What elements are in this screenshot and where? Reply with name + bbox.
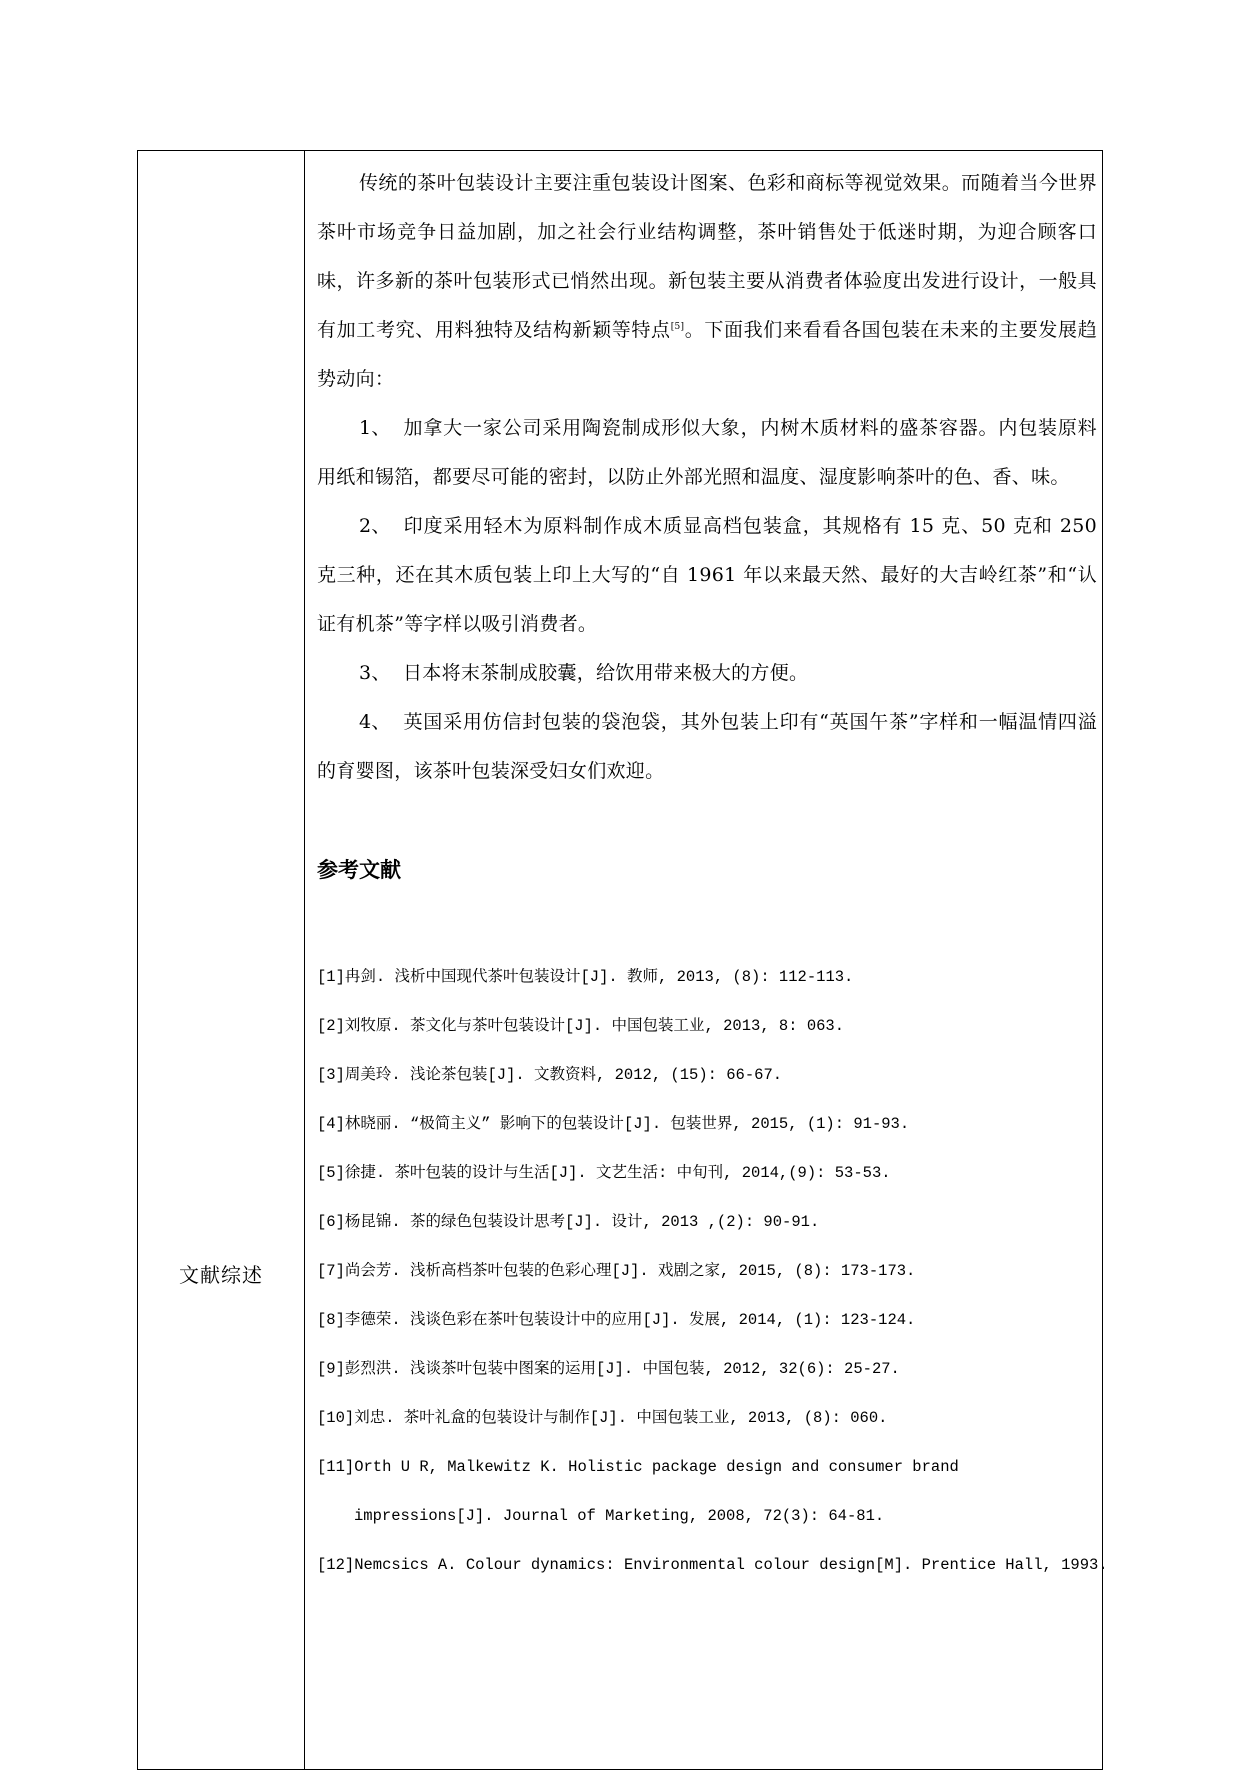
- references-heading: 参考文献: [317, 858, 401, 882]
- list-item-text: 印度采用轻木为原料制作成木质显高档包装盒，其规格有 15 克、50 克和 250 克三种，还在其木质包装上印上大写的“自 1961 年以来最天然、最好的大吉岭红茶”和“认证有机茶”等字样以吸引消费者。: [317, 515, 1097, 635]
- reference-entry: [5]徐捷. 茶叶包装的设计与生活[J]. 文艺生活: 中旬刊, 2014,(9): 53-53.: [317, 1164, 891, 1182]
- list-item: [317, 649, 1097, 698]
- list-item-text: 加拿大一家公司采用陶瓷制成形似大象，内树木质材料的盛茶容器。内包装原料用纸和锡箔，都要尽可能的密封，以防止外部光照和温度、湿度影响茶叶的色、香、味。: [317, 417, 1097, 488]
- reference-entry: [12]Nemcsics A. Colour dynamics: Environmental colour design[M]. Prentice Hall, 1993.: [317, 1556, 1108, 1574]
- list-item-text: 英国采用仿信封包装的袋泡袋，其外包装上印有“英国午茶”字样和一幅温情四溢的育婴图，该茶叶包装深受妇女们欢迎。: [317, 711, 1097, 782]
- reference-entry: [11]Orth U R, Malkewitz K. Holistic package design and consumer brand impressions[J]. Journal of Marketing, 2008, 72(3): 64-81.: [317, 1458, 959, 1525]
- list-item-number: 2、: [359, 515, 391, 537]
- list-item: [317, 698, 1097, 796]
- intro-paragraph: [317, 159, 1097, 404]
- content-cell: [317, 159, 1108, 1590]
- reference-entry: [4]林晓丽. “极简主义” 影响下的包装设计[J]. 包装世界, 2015, (1): 91-93.: [317, 1115, 910, 1133]
- intro-text-after-cite: 。下面我们来看看各国包装在未来的主要发展趋势动向：: [317, 319, 1097, 390]
- list-item: [317, 502, 1097, 649]
- reference-entry: [9]彭烈洪. 浅谈茶叶包装中图案的运用[J]. 中国包装, 2012, 32(6): 25-27.: [317, 1360, 900, 1378]
- list-item: [317, 404, 1097, 502]
- review-table: [137, 150, 1108, 1770]
- list-item-number: 4、: [359, 711, 391, 733]
- column-divider: [304, 151, 305, 1769]
- row-label-literature-review: 文献综述: [179, 1263, 263, 1287]
- reference-entry: [2]刘牧原. 茶文化与茶叶包装设计[J]. 中国包装工业, 2013, 8: 063.: [317, 1017, 845, 1035]
- reference-entry: [7]尚会芳. 浅析高档茶叶包装的色彩心理[J]. 戏剧之家, 2015, (8): 173-173.: [317, 1262, 916, 1280]
- reference-entry: [10]刘忠. 茶叶礼盒的包装设计与制作[J]. 中国包装工业, 2013, (8): 060.: [317, 1409, 888, 1427]
- reference-entry: [3]周美玲. 浅论茶包装[J]. 文教资料, 2012, (15): 66-67.: [317, 1066, 783, 1084]
- list-item-number: 3、: [359, 662, 391, 684]
- list-item-number: 1、: [359, 417, 391, 439]
- reference-entry: [6]杨昆锦. 茶的绿色包装设计思考[J]. 设计, 2013 ,(2): 90-91.: [317, 1213, 820, 1231]
- reference-entry: [8]李德荣. 浅谈色彩在茶叶包装设计中的应用[J]. 发展, 2014, (1): 123-124.: [317, 1311, 916, 1329]
- reference-list: [317, 953, 1108, 1590]
- list-item-text: 日本将末茶制成胶囊，给饮用带来极大的方便。: [403, 662, 809, 684]
- reference-entry: [1]冉剑. 浅析中国现代茶叶包装设计[J]. 教师, 2013, (8): 112-113.: [317, 968, 854, 986]
- intro-text-before-cite: 传统的茶叶包装设计主要注重包装设计图案、色彩和商标等视觉效果。而随着当今世界茶叶市场竞争日益加剧，加之社会行业结构调整，茶叶销售处于低迷时期，为迎合顾客口味，许多新的茶叶包装形式已悄然出现。新包装主要从消费者体验度出发进行设计，一般具有加工考究、用料独特及结构新颖等特点: [317, 172, 1097, 341]
- citation-marker: [5]: [670, 322, 685, 332]
